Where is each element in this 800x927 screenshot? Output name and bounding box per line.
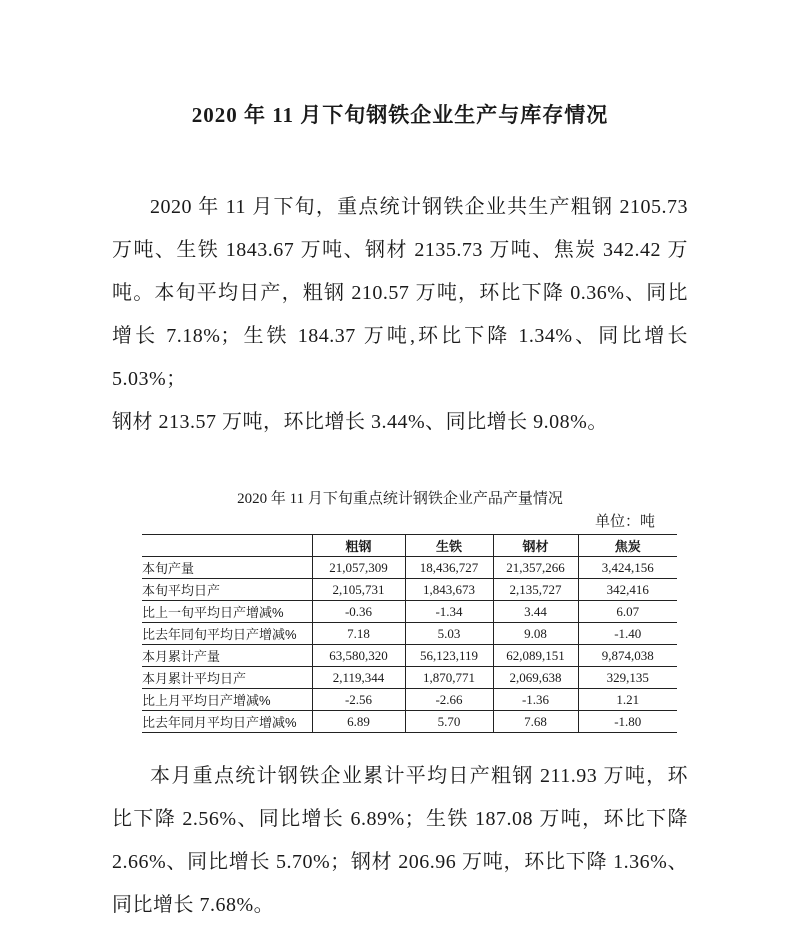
table-cell: 329,135 [578, 667, 677, 689]
row-label: 比去年同旬平均日产增减% [142, 623, 312, 645]
table-cell: 18,436,727 [405, 557, 493, 579]
table-row [142, 557, 677, 579]
table-cell: -0.36 [312, 601, 405, 623]
unit-label: 单位：吨 [594, 514, 655, 530]
table-row [142, 667, 677, 689]
table-row [142, 645, 677, 667]
table-cell: 21,357,266 [493, 557, 578, 579]
table-cell: -1.36 [493, 689, 578, 711]
table-header-empty [142, 535, 312, 557]
paragraph-line: 本月重点统计钢铁企业累计平均日产粗钢 211.93 万吨，环 [150, 765, 688, 787]
table-header-steel-products: 钢材 [493, 535, 578, 557]
table-cell: 7.18 [312, 623, 405, 645]
paragraph-line: 同比增长 7.68%。 [112, 894, 275, 916]
production-table [142, 534, 677, 733]
row-label: 本月累计产量 [142, 645, 312, 667]
table-cell: 1,870,771 [405, 667, 493, 689]
paragraph-line: 吨。本旬平均日产，粗钢 210.57 万吨，环比下降 0.36%、同比 [112, 282, 688, 304]
document-title: 2020 年 11 月下旬钢铁企业生产与库存情况 [191, 103, 609, 127]
row-label: 比上月平均日产增减% [142, 689, 312, 711]
table-cell: 56,123,119 [405, 645, 493, 667]
table-cell: 63,580,320 [312, 645, 405, 667]
table-cell: 3,424,156 [578, 557, 677, 579]
table-cell: 1.21 [578, 689, 677, 711]
table-cell: 9,874,038 [578, 645, 677, 667]
table-cell: -1.34 [405, 601, 493, 623]
table-row [142, 711, 677, 733]
table-caption: 2020 年 11 月下旬重点统计钢铁企业产品产量情况 [237, 491, 563, 507]
table-header-coke: 焦炭 [578, 535, 677, 557]
table-cell: -1.80 [578, 711, 677, 733]
table-row [142, 623, 677, 645]
table-header-pig-iron: 生铁 [405, 535, 493, 557]
row-label: 本月累计平均日产 [142, 667, 312, 689]
table-cell: 21,057,309 [312, 557, 405, 579]
table-header-row [142, 535, 677, 557]
table-header-crude-steel: 粗钢 [312, 535, 405, 557]
table-cell: 6.07 [578, 601, 677, 623]
row-label: 比上一旬平均日产增减% [142, 601, 312, 623]
row-label: 本旬产量 [142, 557, 312, 579]
table-cell: -2.66 [405, 689, 493, 711]
paragraph-line: 比下降 2.56%、同比增长 6.89%；生铁 187.08 万吨，环比下降 [112, 808, 688, 830]
table-cell: 2,069,638 [493, 667, 578, 689]
table-row [142, 689, 677, 711]
paragraph-1 [112, 186, 688, 444]
row-label: 本旬平均日产 [142, 579, 312, 601]
table-cell: 5.03 [405, 623, 493, 645]
paragraph-line: 2.66%、同比增长 5.70%；钢材 206.96 万吨，环比下降 1.36%、 [112, 851, 688, 873]
table-cell: 1,843,673 [405, 579, 493, 601]
table-cell: 2,135,727 [493, 579, 578, 601]
table-cell: -1.40 [578, 623, 677, 645]
table-row [142, 579, 677, 601]
paragraph-line: 2020 年 11 月下旬，重点统计钢铁企业共生产粗钢 2105.73 [150, 196, 688, 218]
table-cell: 342,416 [578, 579, 677, 601]
table-cell: 6.89 [312, 711, 405, 733]
paragraph-line: 万吨、生铁 1843.67 万吨、钢材 2135.73 万吨、焦炭 342.42 万 [112, 239, 688, 261]
table-cell: 62,089,151 [493, 645, 578, 667]
paragraph-line: 钢材 213.57 万吨，环比增长 3.44%、同比增长 9.08%。 [112, 411, 608, 433]
paragraph-2 [112, 755, 688, 927]
table-cell: -2.56 [312, 689, 405, 711]
table-cell: 7.68 [493, 711, 578, 733]
table-cell: 2,105,731 [312, 579, 405, 601]
paragraph-line: 增长 7.18%；生铁 184.37 万吨,环比下降 1.34%、同比增长 5.03%； [112, 325, 688, 390]
table-cell: 2,119,344 [312, 667, 405, 689]
table-row [142, 601, 677, 623]
table-cell: 9.08 [493, 623, 578, 645]
table-cell: 3.44 [493, 601, 578, 623]
table-cell: 5.70 [405, 711, 493, 733]
row-label: 比去年同月平均日产增减% [142, 711, 312, 733]
